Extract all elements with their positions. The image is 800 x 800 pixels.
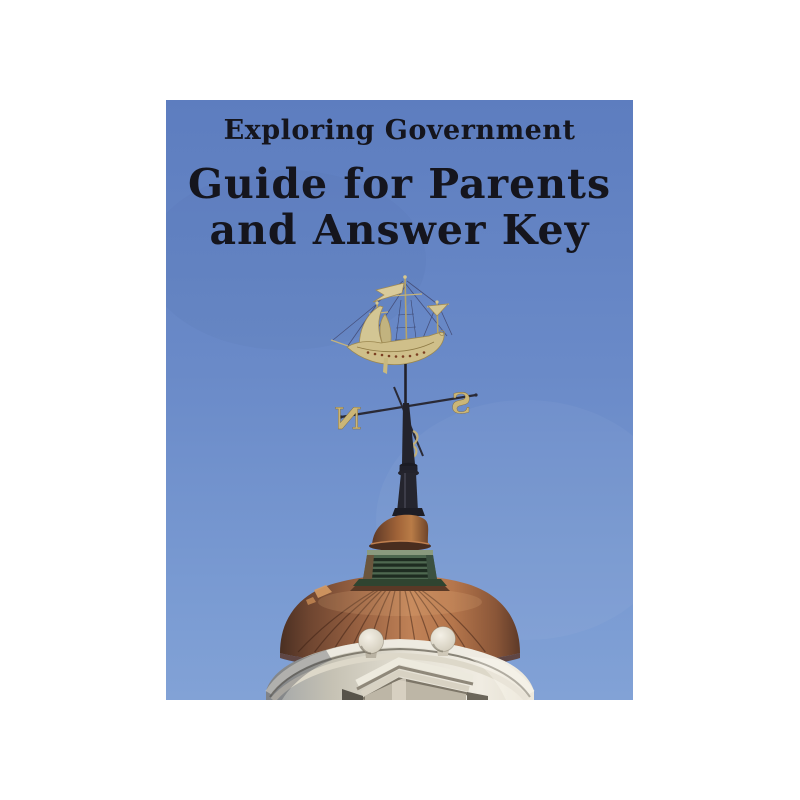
cover-titles bbox=[166, 116, 633, 253]
main-title-line2: and Answer Key bbox=[209, 206, 590, 254]
book-cover bbox=[166, 100, 633, 700]
vane-letter-n: N bbox=[334, 402, 362, 437]
main-title bbox=[166, 161, 633, 253]
vane-letter-s: S bbox=[450, 387, 472, 420]
series-title: Exploring Government bbox=[223, 115, 576, 146]
main-title-line1: Guide for Parents bbox=[187, 160, 612, 208]
